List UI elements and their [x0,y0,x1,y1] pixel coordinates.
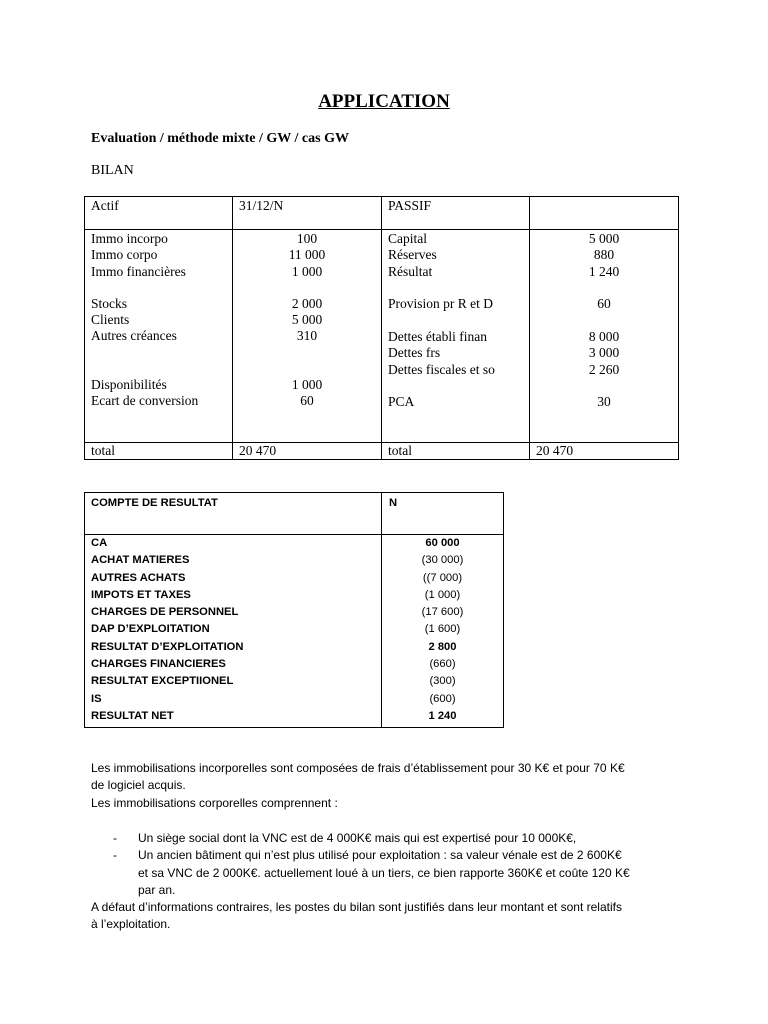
passif-value: 30 [597,394,611,410]
cr-row-value: (1 600) [424,623,461,636]
passif-spacer [388,280,528,296]
cr-row-label: AUTRES ACHATS [91,571,186,584]
paragraph-line: à l’exploitation. [91,917,171,932]
actif-label: Immo financières [91,263,186,279]
passif-label: Résultat [388,263,433,279]
bilan-total-actif-value: 20 470 [239,443,277,458]
bullet-text: Un siège social dont la VNC est de 4 000K€ mais qui est expertisé pour 10 000K€, [138,831,577,845]
cr-col-line [503,492,504,728]
cr-header-label: COMPTE DE RESULTAT [91,497,218,509]
actif-value: 5 000 [291,312,323,328]
passif-label: PCA [388,394,415,410]
cr-border-bottom [84,727,504,728]
actif-value: 2 000 [291,295,323,311]
cr-header-col: N [389,497,398,509]
cr-row-label: DAP D’EXPLOITATION [91,623,210,636]
cr-row-value: (600) [429,692,456,705]
paragraph-line: Les immobilisations corporelles comprennent : [91,795,338,810]
bilan-header-passif: PASSIF [388,198,432,213]
passif-value: 1 240 [588,263,620,279]
cr-row-value: (1 000) [424,588,461,601]
actif-spacer [233,280,381,296]
narrative-text [91,760,691,812]
bilan-col-line [678,196,679,460]
actif-value: 1 000 [291,263,323,279]
cr-row-value: ((7 000) [422,571,463,584]
passif-value: 2 260 [588,361,620,377]
cr-row-label: CHARGES DE PERSONNEL [91,606,239,619]
cr-row-value: (300) [429,675,456,688]
actif-label: Immo incorpo [91,231,168,246]
actif-value: 310 [296,328,318,344]
actif-value: 1 000 [291,376,323,392]
paragraph-line: de logiciel acquis. [91,778,186,793]
actif-value: 100 [296,231,318,246]
paragraph-line: Les immobilisations incorporelles sont composées de frais d’établissement pour 30 K€ et pour 70 K€ [91,761,625,775]
bullet-item [91,847,691,864]
bilan-total-passif-label: total [388,443,412,458]
actif-spacer [91,361,229,377]
actif-spacer [91,280,229,296]
bilan-col-line [381,196,382,460]
bilan-total-passif-value: 20 470 [536,443,574,458]
bilan-header-date: 31/12/N [239,198,284,213]
passif-spacer [530,280,678,296]
passif-label: Réserves [388,247,437,263]
bilan-label: BILAN [91,163,134,178]
page-title: APPLICATION [318,91,450,112]
cr-row-value: (30 000) [421,554,464,567]
bullet-dash: - [113,848,117,863]
cr-row-value: 60 000 [425,537,460,549]
passif-label: Provision pr R et D [388,295,494,311]
actif-label: Autres créances [91,328,177,344]
actif-label: Immo corpo [91,247,158,263]
bilan-total-actif-label: total [91,443,115,458]
closing-paragraph [91,899,711,934]
bullet-text: par an. [138,882,176,897]
actif-label: Clients [91,312,130,328]
actif-label: Stocks [91,295,128,311]
paragraph-line: A défaut d’informations contraires, les postes du bilan sont justifiés dans leur montant et sont relatifs [91,900,622,914]
cr-row-label: IS [91,692,102,705]
bilan-header-actif: Actif [91,198,119,213]
bilan-actif-labels [91,231,229,409]
cr-row-label: IMPOTS ET TAXES [91,588,191,601]
cr-border-top [84,492,504,493]
passif-value: 8 000 [588,329,620,345]
cr-values [382,535,503,725]
bullet-continuation [91,882,691,899]
passif-spacer [530,378,678,394]
bullet-dash: - [113,831,117,845]
actif-value: 60 [300,393,314,409]
actif-value: 11 000 [288,247,326,263]
passif-value: 880 [593,247,615,263]
cr-labels [91,535,379,725]
bullet-continuation [91,865,691,882]
cr-col-line [84,492,85,728]
bilan-col-line [84,196,85,460]
cr-row-label: ACHAT MATIERES [91,554,190,567]
cr-row-value: 1 240 [428,709,457,722]
bilan-passif-values [530,231,678,410]
bilan-passif-labels [388,231,528,410]
passif-value: 60 [597,295,611,311]
passif-label: Capital [388,231,427,246]
actif-spacer [233,361,381,377]
actif-spacer [91,345,229,361]
passif-spacer [388,378,528,394]
passif-value: 5 000 [588,231,620,246]
cr-row-label: CA [91,537,108,549]
passif-label: Dettes frs [388,345,441,361]
cr-row-value: (660) [429,658,456,671]
cr-row-value: (17 600) [421,606,464,619]
bullet-text: et sa VNC de 2 000K€. actuellement loué à un tiers, ce bien rapporte 360K€ et coûte 120 K€ [138,865,630,880]
cr-row-label: CHARGES FINANCIERES [91,658,226,671]
exercise-subtitle: Evaluation / méthode mixte / GW / cas GW [91,131,349,146]
passif-spacer [388,312,528,329]
passif-value: 3 000 [588,345,620,361]
actif-label: Ecart de conversion [91,393,199,409]
cr-row-label: RESULTAT D’EXPLOITATION [91,640,244,653]
bullet-text: Un ancien bâtiment qui n’est plus utilisé pour exploitation : sa valeur vénale est de 2 600K€ [138,848,622,863]
passif-spacer [530,312,678,329]
cr-row-label: RESULTAT NET [91,709,174,722]
bullet-item [91,830,691,847]
cr-row-value: 2 800 [428,640,457,653]
cr-row-label: RESULTAT EXCEPTIIONEL [91,675,234,688]
actif-label: Disponibilités [91,376,167,392]
bilan-actif-values [233,231,381,409]
passif-label: Dettes fiscales et so [388,361,495,377]
passif-label: Dettes établi finan [388,329,487,345]
actif-spacer [233,345,381,361]
bullet-list [91,830,691,899]
